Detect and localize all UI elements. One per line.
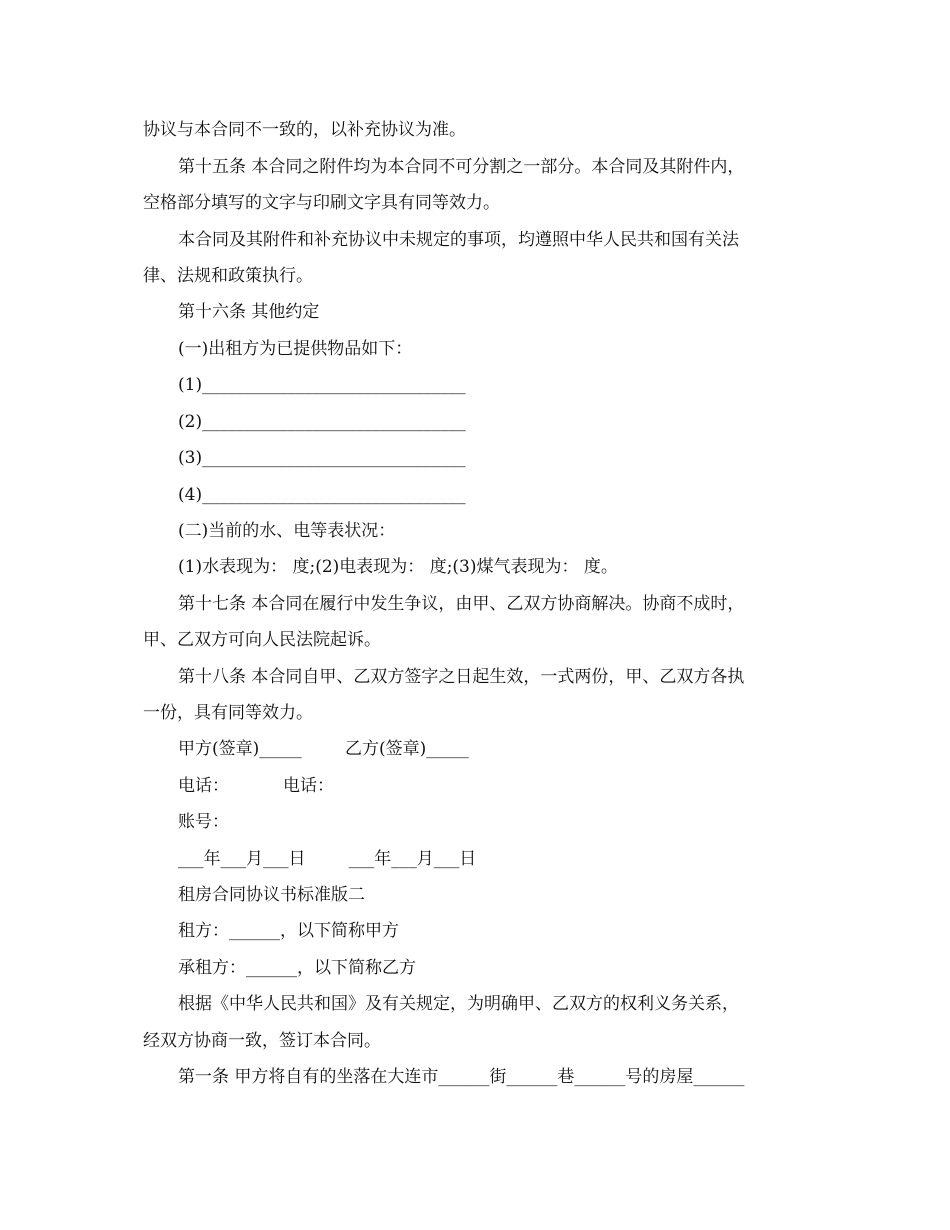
text-line: 一份，具有同等效力。 bbox=[143, 703, 313, 723]
item-blank-2: (2)_______________________________ bbox=[178, 412, 466, 432]
item-blank-1: (1)_______________________________ bbox=[178, 375, 466, 395]
section-title: 租房合同协议书标准版二 bbox=[178, 885, 365, 905]
party-b-line: 承租方：______，以下简称乙方 bbox=[178, 958, 416, 978]
clause-1: 第一条 甲方将自有的坐落在大连市______街______巷______号的房屋______ bbox=[178, 1067, 745, 1087]
clause-17: 第十七条 本合同在履行中发生争议，由甲、乙双方协商解决。协商不成时， bbox=[178, 594, 745, 614]
text-line: 甲、乙双方可向人民法院起诉。 bbox=[143, 630, 381, 650]
meter-readings: (1)水表现为： 度;(2)电表现为： 度;(3)煤气表现为： 度。 bbox=[178, 557, 618, 577]
text-line: (二)当前的水、电等表状况： bbox=[178, 521, 396, 541]
text-line: (一)出租方为已提供物品如下： bbox=[178, 339, 413, 359]
item-blank-3: (3)_______________________________ bbox=[178, 448, 466, 468]
item-blank-4: (4)_______________________________ bbox=[178, 485, 466, 505]
text-line: 根据《中华人民共和国》及有关规定，为明确甲、乙双方的权利义务关系， bbox=[178, 994, 739, 1014]
text-line: 空格部分填写的文字与印刷文字具有同等效力。 bbox=[143, 193, 500, 213]
text-line: 本合同及其附件和补充协议中未规定的事项，均遵照中华人民共和国有关法 bbox=[178, 230, 739, 250]
clause-16-heading: 第十六条 其他约定 bbox=[178, 302, 320, 322]
date-line: ___年___月___日 ___年___月___日 bbox=[178, 849, 477, 869]
text-line: 律、法规和政策执行。 bbox=[143, 266, 313, 286]
text-line: 经双方协商一致，签订本合同。 bbox=[143, 1031, 381, 1051]
clause-15: 第十五条 本合同之附件均为本合同不可分割之一部分。本合同及其附件内， bbox=[178, 157, 745, 177]
text-line: 协议与本合同不一致的，以补充协议为准。 bbox=[143, 120, 466, 140]
party-a-line: 租方：______，以下简称甲方 bbox=[178, 921, 399, 941]
signature-line: 甲方(签章)_____ 乙方(签章)_____ bbox=[178, 739, 469, 759]
clause-18: 第十八条 本合同自甲、乙双方签字之日起生效，一式两份，甲、乙双方各执 bbox=[178, 667, 745, 687]
phone-line: 电话： 电话： bbox=[178, 776, 335, 796]
account-line: 账号： bbox=[178, 812, 229, 832]
